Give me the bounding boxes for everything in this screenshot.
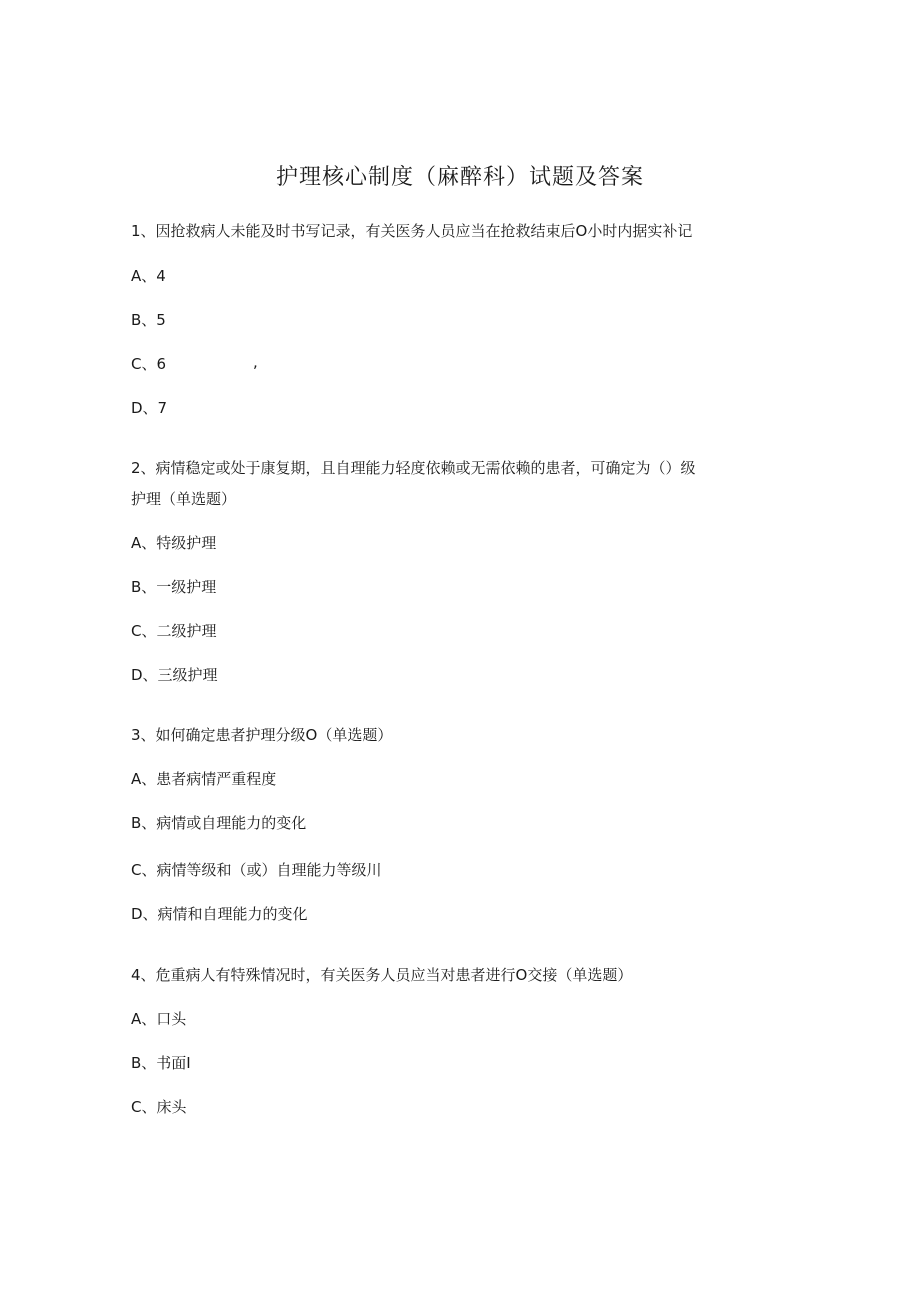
question-2-stem-line2: 护理（单选题） xyxy=(131,490,237,508)
question-2-stem-line1: 2、病情稳定或处于康复期，且自理能力轻度依赖或无需依赖的患者，可确定为（）级 xyxy=(131,459,696,477)
question-4-option-c: C、床头 xyxy=(131,1098,187,1116)
question-1-option-d: D、7 xyxy=(131,399,168,417)
question-4-option-b: B、书面I xyxy=(131,1054,191,1072)
question-1-option-b: B、5 xyxy=(131,311,166,329)
question-1-option-c: C、6 xyxy=(131,355,167,373)
question-4-stem: 4、危重病人有特殊情况时，有关医务人员应当对患者进行O交接（单选题） xyxy=(131,966,633,984)
question-4-option-a: A、口头 xyxy=(131,1010,187,1028)
question-3-option-c: C、病情等级和（或）自理能力等级川 xyxy=(131,861,382,879)
question-3-stem: 3、如何确定患者护理分级O（单选题） xyxy=(131,726,393,744)
question-3-option-b: B、病情或自理能力的变化 xyxy=(131,814,307,832)
question-3-option-a: A、患者病情严重程度 xyxy=(131,770,277,788)
question-3-option-d: D、病情和自理能力的变化 xyxy=(131,905,308,923)
question-2-option-b: B、一级护理 xyxy=(131,578,217,596)
question-2-option-d: D、三级护理 xyxy=(131,666,218,684)
question-1-stem: 1、因抢救病人未能及时书写记录，有关医务人员应当在抢救结束后O小时内据实补记 xyxy=(131,222,693,240)
stray-comma-mark: , xyxy=(253,353,258,371)
question-2-option-a: A、特级护理 xyxy=(131,534,217,552)
question-2-option-c: C、二级护理 xyxy=(131,622,217,640)
question-1-option-a: A、4 xyxy=(131,267,166,285)
document-title: 护理核心制度（麻醉科）试题及答案 xyxy=(275,165,644,190)
